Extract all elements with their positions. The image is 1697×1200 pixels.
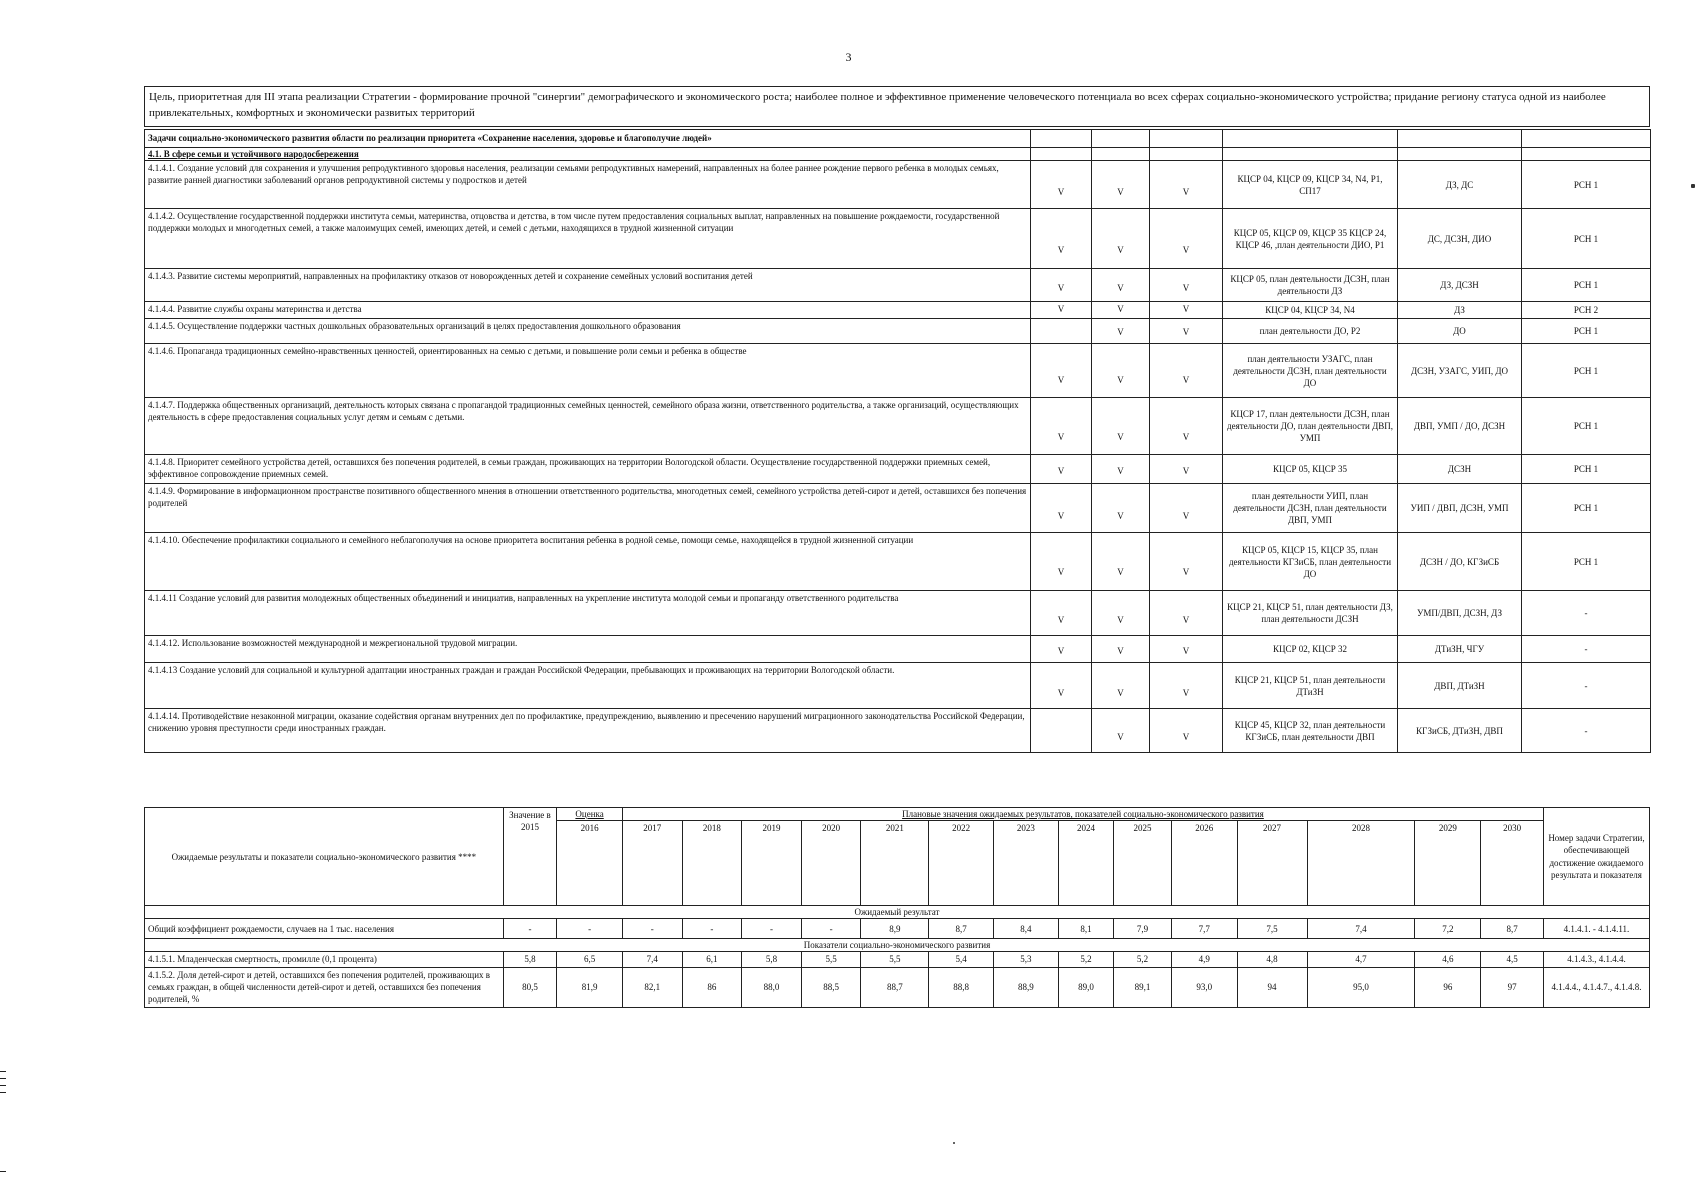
task-text: 4.1.4.13 Создание условий для социальной и культурной адаптации иностранных граждан и граждан Российской Федерации, пребывающих и проживающих на территории Вологодской области. — [145, 663, 1031, 709]
mark-v2: V — [1092, 636, 1150, 663]
mark-v1: V — [1031, 269, 1092, 302]
tasks-header: Задачи социально-экономического развития области по реализации приоритета «Сохранение населения, здоровье и благополучие людей» — [145, 130, 1031, 148]
mark-v3: V — [1150, 344, 1223, 398]
mark-v1 — [1031, 709, 1092, 753]
indicator-value: 7,4 — [1307, 919, 1415, 939]
indicator-value: 88,9 — [994, 967, 1059, 1007]
task-executors: ДСЗН, УЗАГС, УИП, ДО — [1398, 344, 1522, 398]
indicator-value: 97 — [1481, 967, 1544, 1007]
task-executors: ДЗ, ДСЗН — [1398, 269, 1522, 302]
task-executors: УМП/ДВП, ДСЗН, ДЗ — [1398, 591, 1522, 636]
task-text: 4.1.4.4. Развитие службы охраны материнства и детства — [145, 302, 1031, 319]
indicator-value: 5,8 — [742, 952, 802, 967]
task-rsn: - — [1522, 709, 1651, 753]
indicator-value: 8,9 — [861, 919, 929, 939]
page-number: 3 — [845, 50, 852, 64]
task-executors: ДВП, ДТиЗН — [1398, 663, 1522, 709]
indicator-value: 89,1 — [1114, 967, 1172, 1007]
mark-v3: V — [1150, 663, 1223, 709]
mark-v1: V — [1031, 398, 1092, 455]
task-row — [145, 709, 1651, 753]
indicator-value: 5,8 — [503, 952, 556, 967]
indicator-value: 88,8 — [929, 967, 994, 1007]
task-documents: КЦСР 05, КЦСР 15, КЦСР 35, план деятельности КГЗиСБ, план деятельности ДО — [1223, 533, 1398, 591]
task-rsn: РСН 1 — [1522, 455, 1651, 484]
indicator-value: 80,5 — [503, 967, 556, 1007]
task-rsn: - — [1522, 663, 1651, 709]
indicator-value: 89,0 — [1058, 967, 1114, 1007]
indicator-value: 88,7 — [861, 967, 929, 1007]
indicator-value: - — [801, 919, 861, 939]
task-rsn: РСН 1 — [1522, 484, 1651, 533]
mark-v2: V — [1092, 591, 1150, 636]
task-row — [145, 269, 1651, 302]
year-header: 2019 — [742, 821, 802, 906]
task-text: 4.1.4.5. Осуществление поддержки частных дошкольных образовательных организаций в целях предоставления дошкольного образования — [145, 319, 1031, 344]
indicator-header: Ожидаемые результаты и показатели социально-экономического развития **** — [145, 808, 504, 906]
mark-v3: V — [1150, 319, 1223, 344]
task-rsn: - — [1522, 591, 1651, 636]
task-documents: КЦСР 02, КЦСР 32 — [1223, 636, 1398, 663]
task-documents: КЦСР 21, КЦСР 51, план деятельности ДТиЗН — [1223, 663, 1398, 709]
task-text: 4.1.4.11 Создание условий для развития молодежных общественных объединений и инициатив, направленных на укрепление института молодой семьи и пропаганду ответственного родительства — [145, 591, 1031, 636]
mark-v3: V — [1150, 302, 1223, 319]
task-documents: КЦСР 04, КЦСР 34, N4 — [1223, 302, 1398, 319]
year-header: 2016 — [557, 821, 623, 906]
task-executors: ДЗ — [1398, 302, 1522, 319]
mark-v3: V — [1150, 455, 1223, 484]
indicator-value: 7,4 — [622, 952, 682, 967]
indicator-value: 88,5 — [801, 967, 861, 1007]
year-header: 2030 — [1481, 821, 1544, 906]
expected-result-label: Ожидаемый результат — [145, 906, 1650, 919]
indicator-value: 4,6 — [1415, 952, 1481, 967]
task-text: 4.1.4.1. Создание условий для сохранения и улучшения репродуктивного здоровья населения, реализации семьями репродуктивных намерений, направленных на более раннее рождение первого ребенка в молодых семьях, развитие ранней диагностики заболеваний органов репродуктивной системы у подростков и детей — [145, 161, 1031, 209]
task-rsn: РСН 1 — [1522, 161, 1651, 209]
indicator-value: 4,5 — [1481, 952, 1544, 967]
indicator-value: - — [742, 919, 802, 939]
task-documents: КЦСР 17, план деятельности ДСЗН, план деятельности ДО, план деятельности ДВП, УМП — [1223, 398, 1398, 455]
scan-dot — [953, 1142, 955, 1144]
mark-v2: V — [1092, 484, 1150, 533]
task-rsn: РСН 2 — [1522, 302, 1651, 319]
indicator-value: 82,1 — [622, 967, 682, 1007]
task-row — [145, 319, 1651, 344]
indicator-value: 5,4 — [929, 952, 994, 967]
task-rsn: РСН 1 — [1522, 319, 1651, 344]
indicator-value: 88,0 — [742, 967, 802, 1007]
indicator-value: 5,5 — [801, 952, 861, 967]
margin-mark — [0, 1092, 6, 1093]
indicator-value: 7,7 — [1171, 919, 1237, 939]
indicator-value: 4,9 — [1171, 952, 1237, 967]
mark-v1: V — [1031, 302, 1092, 319]
mark-v2: V — [1092, 269, 1150, 302]
task-text: 4.1.4.14. Противодействие незаконной миграции, оказание содействия органам внутренних дел по профилактике, предупреждению, выявлению и пресечению нарушений миграционного законодательства Российской Федерации, снижению уровня преступности среди иностранных граждан. — [145, 709, 1031, 753]
task-text: 4.1.4.2. Осуществление государственной поддержки института семьи, материнства, отцовства и детства, в том числе путем предоставления социальных выплат, направленных на повышение рождаемости, государственной поддержки молодых и многодетных семей, а также малоимущих семей, имеющих детей, и семей с детьми, находящихся в трудной жизненной ситуации — [145, 209, 1031, 269]
indicator-value: - — [622, 919, 682, 939]
task-row — [145, 209, 1651, 269]
indicator-value: 5,3 — [994, 952, 1059, 967]
task-documents: план деятельности ДО, Р2 — [1223, 319, 1398, 344]
task-row — [145, 636, 1651, 663]
mark-v1: V — [1031, 455, 1092, 484]
indicator-value: 6,5 — [557, 952, 623, 967]
task-executors: ДСЗН / ДО, КГЗиСБ — [1398, 533, 1522, 591]
task-text: 4.1.4.8. Приоритет семейного устройства детей, оставшихся без попечения родителей, в семьи граждан, проживающих на территории Вологодской области. Осуществление государственной поддержки приемных семей, эффективное сопровождение приемных семей. — [145, 455, 1031, 484]
year-header: 2025 — [1114, 821, 1172, 906]
indicator-value: - — [682, 919, 742, 939]
tasks-table — [144, 129, 1651, 753]
year-header: 2020 — [801, 821, 861, 906]
indicator-value: 7,5 — [1237, 919, 1307, 939]
indicator-value: 8,7 — [929, 919, 994, 939]
mark-v3: V — [1150, 533, 1223, 591]
task-text: 4.1.4.9. Формирование в информационном пространстве позитивного общественного мнения в отношении ответственного родительства, многодетных семей, семейного устройства детей-сирот и детей, оставшихся без попечения родителей — [145, 484, 1031, 533]
estimate-header: Оценка — [557, 808, 623, 821]
indicator-value: 94 — [1237, 967, 1307, 1007]
task-documents: КЦСР 21, КЦСР 51, план деятельности ДЗ, план деятельности ДСЗН — [1223, 591, 1398, 636]
task-row — [145, 533, 1651, 591]
task-text: 4.1.4.10. Обеспечение профилактики социального и семейного неблагополучия на основе приоритета воспитания ребенка в родной семье, помощи семье, находящейся в трудной жизненной ситуации — [145, 533, 1031, 591]
indicator-task-number: 4.1.4.4., 4.1.4.7., 4.1.4.8. — [1543, 967, 1649, 1007]
task-executors: ДСЗН — [1398, 455, 1522, 484]
task-row — [145, 591, 1651, 636]
indicator-value: 7,2 — [1415, 919, 1481, 939]
year-header: 2023 — [994, 821, 1059, 906]
task-documents: КЦСР 05, КЦСР 09, КЦСР 35 КЦСР 24, КЦСР 46, ,план деятельности ДИО, Р1 — [1223, 209, 1398, 269]
task-row — [145, 398, 1651, 455]
mark-v3: V — [1150, 398, 1223, 455]
task-rsn: РСН 1 — [1522, 533, 1651, 591]
mark-v1: V — [1031, 663, 1092, 709]
indicator-row — [145, 952, 1650, 967]
mark-v2: V — [1092, 344, 1150, 398]
mark-v1: V — [1031, 161, 1092, 209]
margin-mark — [0, 1078, 6, 1079]
planned-values-header: Плановые значения ожидаемых результатов, показателей социально-экономического развития — [622, 808, 1543, 821]
year-header: 2027 — [1237, 821, 1307, 906]
year-header: 2021 — [861, 821, 929, 906]
indicator-value: 5,2 — [1058, 952, 1114, 967]
task-documents: план деятельности УЗАГС, план деятельности ДСЗН, план деятельности ДО — [1223, 344, 1398, 398]
task-executors: УИП / ДВП, ДСЗН, УМП — [1398, 484, 1522, 533]
task-row — [145, 455, 1651, 484]
mark-v3: V — [1150, 709, 1223, 753]
mark-v1: V — [1031, 484, 1092, 533]
mark-v2: V — [1092, 161, 1150, 209]
margin-mark — [0, 1071, 6, 1072]
year-header: 2017 — [622, 821, 682, 906]
results-table — [144, 807, 1650, 1008]
task-documents: КЦСР 04, КЦСР 09, КЦСР 34, N4, Р1, СП17 — [1223, 161, 1398, 209]
mark-v2: V — [1092, 533, 1150, 591]
year-header: 2024 — [1058, 821, 1114, 906]
task-documents: план деятельности УИП, план деятельности ДСЗН, план деятельности ДВП, УМП — [1223, 484, 1398, 533]
mark-v1: V — [1031, 209, 1092, 269]
indicator-value: 8,7 — [1481, 919, 1544, 939]
task-executors: КГЗиСБ, ДТиЗН, ДВП — [1398, 709, 1522, 753]
indicator-row — [145, 967, 1650, 1007]
indicator-value: - — [557, 919, 623, 939]
scan-dot — [1691, 184, 1695, 188]
mark-v3: V — [1150, 269, 1223, 302]
task-rsn: - — [1522, 636, 1651, 663]
indicator-value: 4,7 — [1307, 952, 1415, 967]
task-rsn: РСН 1 — [1522, 344, 1651, 398]
indicator-row — [145, 919, 1650, 939]
task-number-header: Номер задачи Стратегии, обеспечивающей достижение ожидаемого результата и показателя — [1543, 808, 1649, 906]
mark-v2: V — [1092, 209, 1150, 269]
goal-box — [144, 86, 1650, 127]
mark-v2: V — [1092, 319, 1150, 344]
indicator-name: 4.1.5.1. Младенческая смертность, промилле (0,1 процента) — [145, 952, 504, 967]
task-executors: ДС, ДСЗН, ДИО — [1398, 209, 1522, 269]
task-executors: ДО — [1398, 319, 1522, 344]
indicator-value: 8,4 — [994, 919, 1059, 939]
task-row — [145, 161, 1651, 209]
indicator-value: - — [503, 919, 556, 939]
task-text: 4.1.4.6. Пропаганда традиционных семейно-нравственных ценностей, ориентированных на семью с детьми, и повышение роли семьи и ребенка в обществе — [145, 344, 1031, 398]
task-row — [145, 344, 1651, 398]
task-executors: ДТиЗН, ЧГУ — [1398, 636, 1522, 663]
task-row — [145, 484, 1651, 533]
task-executors: ДЗ, ДС — [1398, 161, 1522, 209]
section-header: 4.1. В сфере семьи и устойчивого народосбережения — [145, 148, 1031, 161]
task-documents: КЦСР 45, КЦСР 32, план деятельности КГЗиСБ, план деятельности ДВП — [1223, 709, 1398, 753]
indicator-value: 81,9 — [557, 967, 623, 1007]
mark-v3: V — [1150, 209, 1223, 269]
margin-mark — [0, 1085, 6, 1086]
mark-v2: V — [1092, 663, 1150, 709]
task-text: 4.1.4.3. Развитие системы мероприятий, направленных на профилактику отказов от новорожденных детей и сохранение семейных условий воспитания детей — [145, 269, 1031, 302]
task-text: 4.1.4.7. Поддержка общественных организаций, деятельность которых связана с пропагандой традиционных семейных ценностей, семейного образа жизни, ответственного родительства, а также организаций, осуществляющих деятельность в сфере предоставления социальных услуг детям и семьям с детьми. — [145, 398, 1031, 455]
indicator-task-number: 4.1.4.1. - 4.1.4.11. — [1543, 919, 1649, 939]
task-rsn: РСН 1 — [1522, 269, 1651, 302]
indicator-value: 4,8 — [1237, 952, 1307, 967]
mark-v2: V — [1092, 455, 1150, 484]
year-header: 2018 — [682, 821, 742, 906]
indicator-name: Общий коэффициент рождаемости, случаев на 1 тыс. населения — [145, 919, 504, 939]
indicator-task-number: 4.1.4.3., 4.1.4.4. — [1543, 952, 1649, 967]
year-header: 2022 — [929, 821, 994, 906]
mark-v1: V — [1031, 591, 1092, 636]
goal-text: Цель, приоритетная для III этапа реализации Стратегии - формирование прочной "синергии" демографического и экономического роста; наиболее полное и эффективное применение человеческого потенциала во всех сферах социально-экономического устройства; придание региону статуса одной из наиболее привлекательных, комфортных и экономически развитых территорий — [145, 87, 1650, 127]
mark-v2: V — [1092, 709, 1150, 753]
year-header: 2029 — [1415, 821, 1481, 906]
indicator-value: 93,0 — [1171, 967, 1237, 1007]
margin-mark — [0, 1171, 6, 1172]
indicator-name: 4.1.5.2. Доля детей-сирот и детей, оставшихся без попечения родителей, проживающих в семьях граждан, в общей численности детей-сирот и детей, оставшихся без попечения родителей, % — [145, 967, 504, 1007]
indicator-value: 86 — [682, 967, 742, 1007]
indicators-label: Показатели социально-экономического развития — [145, 939, 1650, 952]
task-text: 4.1.4.12. Использование возможностей международной и межрегиональной трудовой миграции. — [145, 636, 1031, 663]
task-rsn: РСН 1 — [1522, 209, 1651, 269]
year-header: 2028 — [1307, 821, 1415, 906]
task-documents: КЦСР 05, КЦСР 35 — [1223, 455, 1398, 484]
mark-v1: V — [1031, 636, 1092, 663]
mark-v1: V — [1031, 344, 1092, 398]
mark-v3: V — [1150, 161, 1223, 209]
indicator-value: 5,5 — [861, 952, 929, 967]
task-rsn: РСН 1 — [1522, 398, 1651, 455]
year-header: 2026 — [1171, 821, 1237, 906]
indicator-value: 96 — [1415, 967, 1481, 1007]
indicator-value: 7,9 — [1114, 919, 1172, 939]
task-executors: ДВП, УМП / ДО, ДСЗН — [1398, 398, 1522, 455]
mark-v2: V — [1092, 398, 1150, 455]
mark-v3: V — [1150, 636, 1223, 663]
mark-v1: V — [1031, 533, 1092, 591]
value-2015-header: Значение в 2015 — [503, 808, 556, 906]
mark-v3: V — [1150, 484, 1223, 533]
indicator-value: 6,1 — [682, 952, 742, 967]
indicator-value: 8,1 — [1058, 919, 1114, 939]
indicator-value: 5,2 — [1114, 952, 1172, 967]
mark-v2: V — [1092, 302, 1150, 319]
task-documents: КЦСР 05, план деятельности ДСЗН, план деятельности ДЗ — [1223, 269, 1398, 302]
mark-v1 — [1031, 319, 1092, 344]
indicator-value: 95,0 — [1307, 967, 1415, 1007]
task-row — [145, 302, 1651, 319]
task-row — [145, 663, 1651, 709]
mark-v3: V — [1150, 591, 1223, 636]
